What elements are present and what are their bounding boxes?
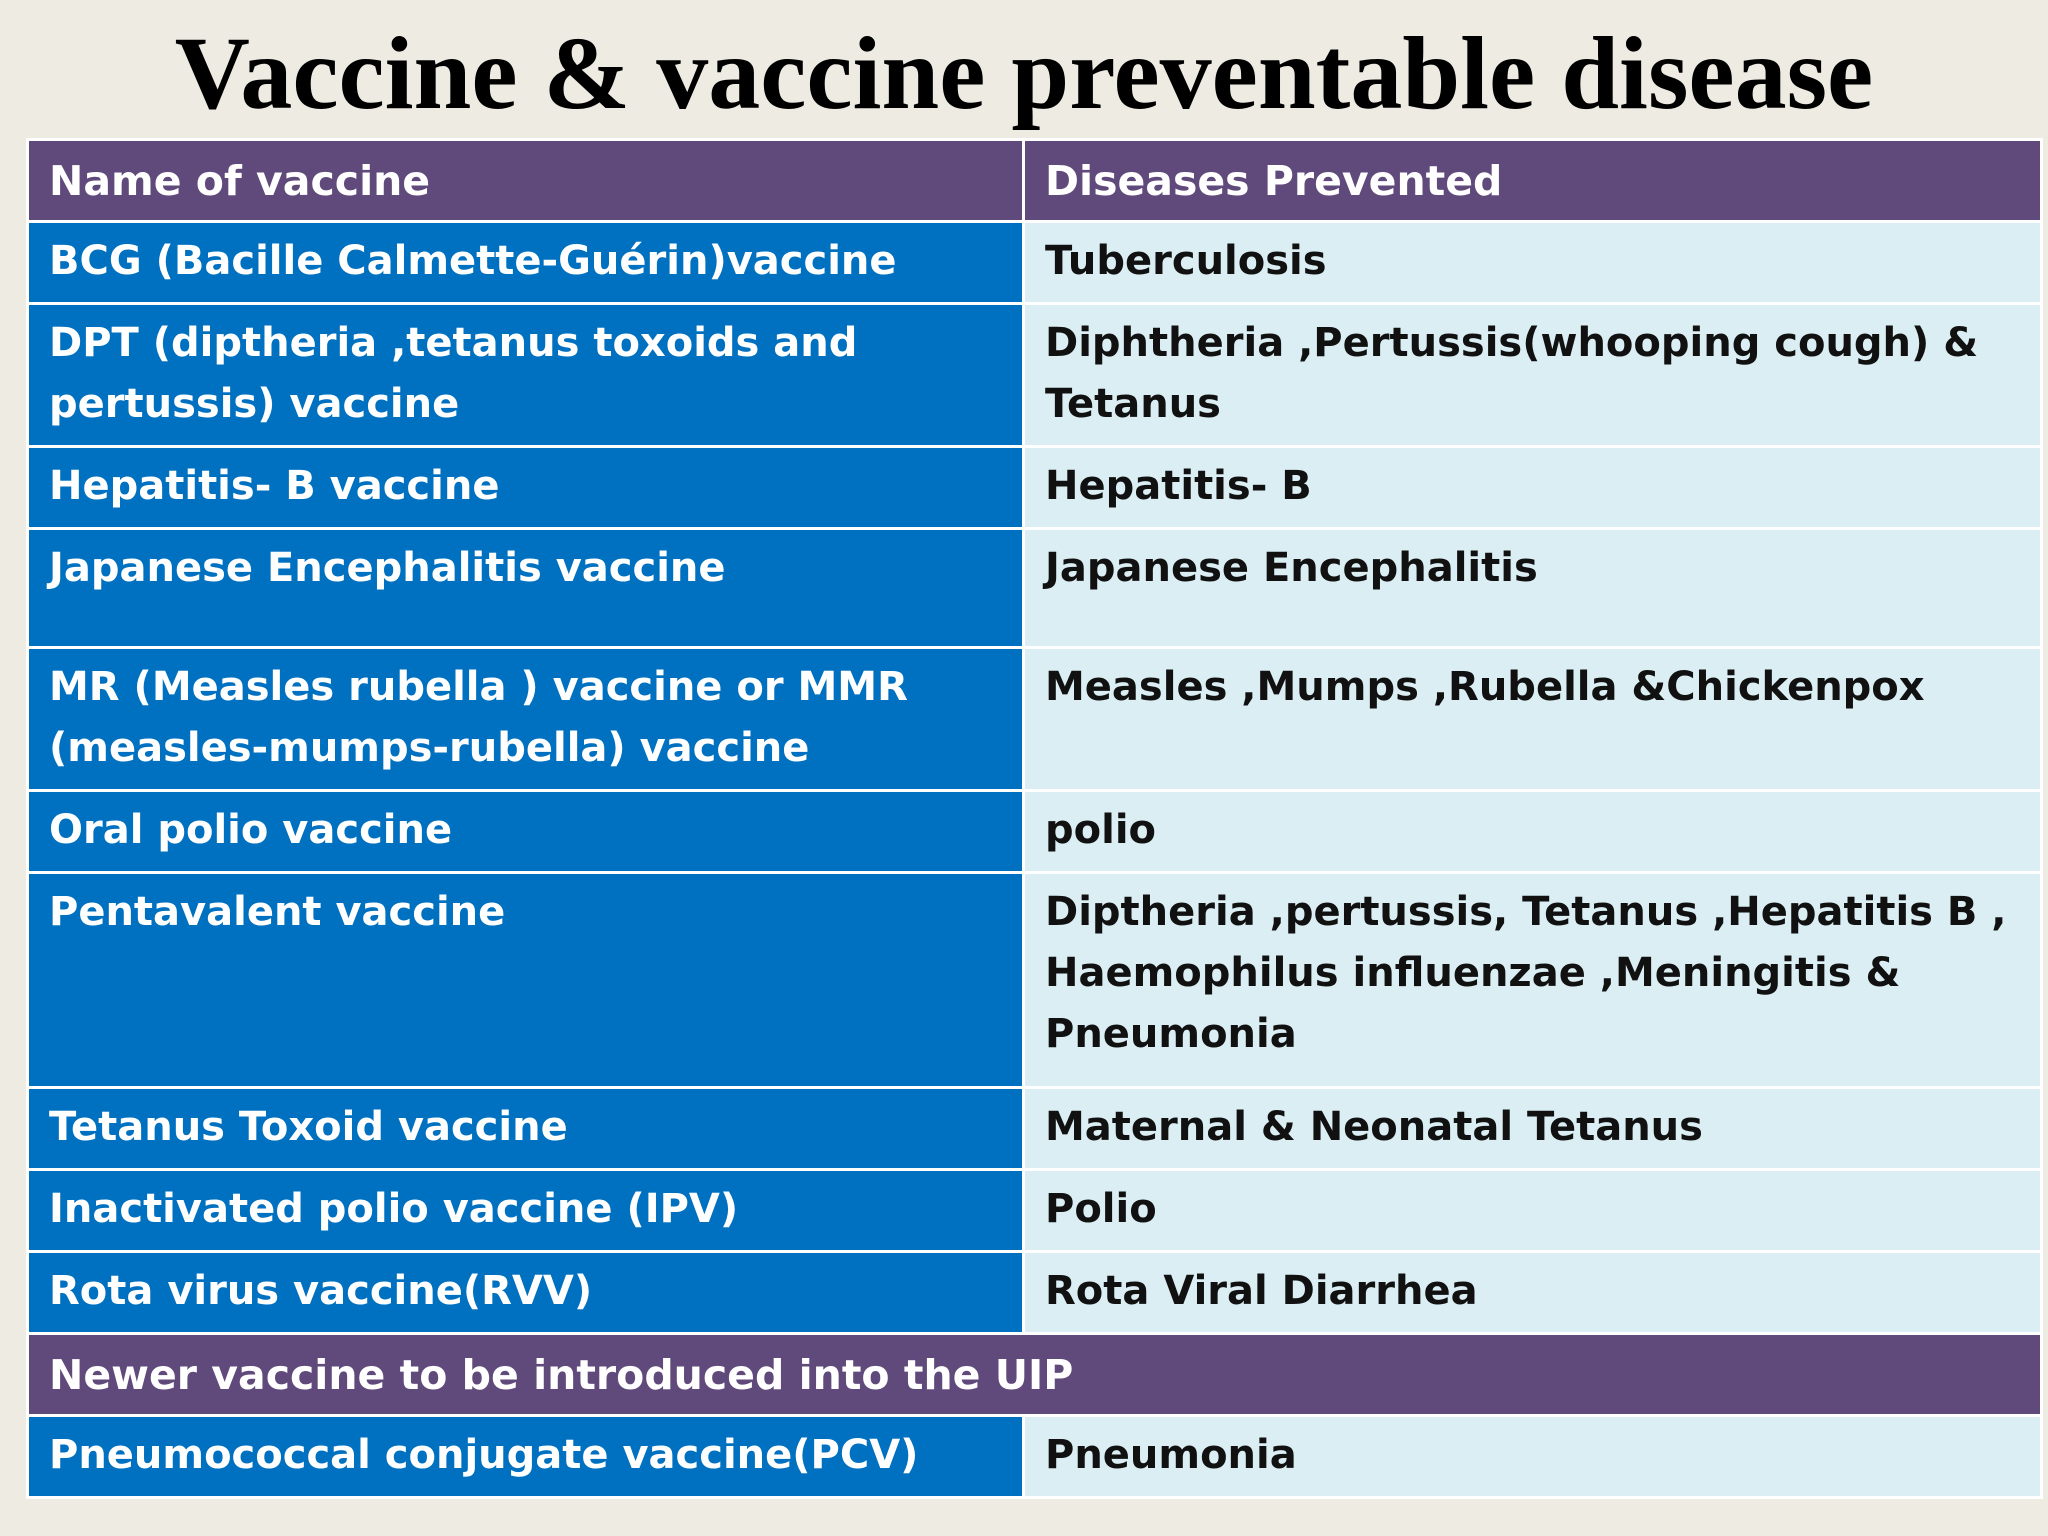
vaccine-name-cell: Inactivated polio vaccine (IPV) bbox=[28, 1170, 1024, 1252]
vaccine-table bbox=[26, 138, 2043, 1499]
disease-cell: Diptheria ,pertussis, Tetanus ,Hepatitis B , Haemophilus influenzae ,Meningitis & Pneumonia bbox=[1024, 873, 2042, 1088]
vaccine-name-cell: Hepatitis- B vaccine bbox=[28, 447, 1024, 529]
disease-cell: Maternal & Neonatal Tetanus bbox=[1024, 1088, 2042, 1170]
header-vaccine-name: Name of vaccine bbox=[28, 140, 1024, 222]
disease-cell: Pneumonia bbox=[1024, 1416, 2042, 1498]
table-row bbox=[28, 648, 2042, 791]
disease-cell: Japanese Encephalitis bbox=[1024, 529, 2042, 648]
table-row bbox=[28, 1170, 2042, 1252]
header-diseases-prevented: Diseases Prevented bbox=[1024, 140, 2042, 222]
vaccine-name-cell: Pentavalent vaccine bbox=[28, 873, 1024, 1088]
vaccine-name-cell: Tetanus Toxoid vaccine bbox=[28, 1088, 1024, 1170]
vaccine-name-cell: Japanese Encephalitis vaccine bbox=[28, 529, 1024, 648]
table-row bbox=[28, 447, 2042, 529]
disease-cell: Diphtheria ,Pertussis(whooping cough) & Tetanus bbox=[1024, 304, 2042, 447]
disease-cell: Rota Viral Diarrhea bbox=[1024, 1252, 2042, 1334]
disease-cell: Polio bbox=[1024, 1170, 2042, 1252]
vaccine-name-cell: Rota virus vaccine(RVV) bbox=[28, 1252, 1024, 1334]
disease-cell: Tuberculosis bbox=[1024, 222, 2042, 304]
new-vaccine-section-row bbox=[28, 1334, 2042, 1416]
table-row bbox=[28, 1416, 2042, 1498]
table-row bbox=[28, 222, 2042, 304]
vaccine-name-cell: MR (Measles rubella ) vaccine or MMR (measles-mumps-rubella) vaccine bbox=[28, 648, 1024, 791]
table-row bbox=[28, 791, 2042, 873]
disease-cell: Measles ,Mumps ,Rubella &Chickenpox bbox=[1024, 648, 2042, 791]
table-row bbox=[28, 873, 2042, 1088]
slide-title: Vaccine & vaccine preventable disease bbox=[174, 16, 1874, 131]
disease-cell: polio bbox=[1024, 791, 2042, 873]
table-row bbox=[28, 1252, 2042, 1334]
disease-cell: Hepatitis- B bbox=[1024, 447, 2042, 529]
vaccine-name-cell: Oral polio vaccine bbox=[28, 791, 1024, 873]
vaccine-name-cell: Pneumococcal conjugate vaccine(PCV) bbox=[28, 1416, 1024, 1498]
vaccine-name-cell: DPT (diptheria ,tetanus toxoids and pertussis) vaccine bbox=[28, 304, 1024, 447]
table-row bbox=[28, 529, 2042, 648]
table-row bbox=[28, 1088, 2042, 1170]
table-row bbox=[28, 304, 2042, 447]
new-vaccine-section-label: Newer vaccine to be introduced into the UIP bbox=[28, 1334, 2042, 1416]
table-header-row bbox=[28, 140, 2042, 222]
vaccine-name-cell: BCG (Bacille Calmette-Guérin)vaccine bbox=[28, 222, 1024, 304]
